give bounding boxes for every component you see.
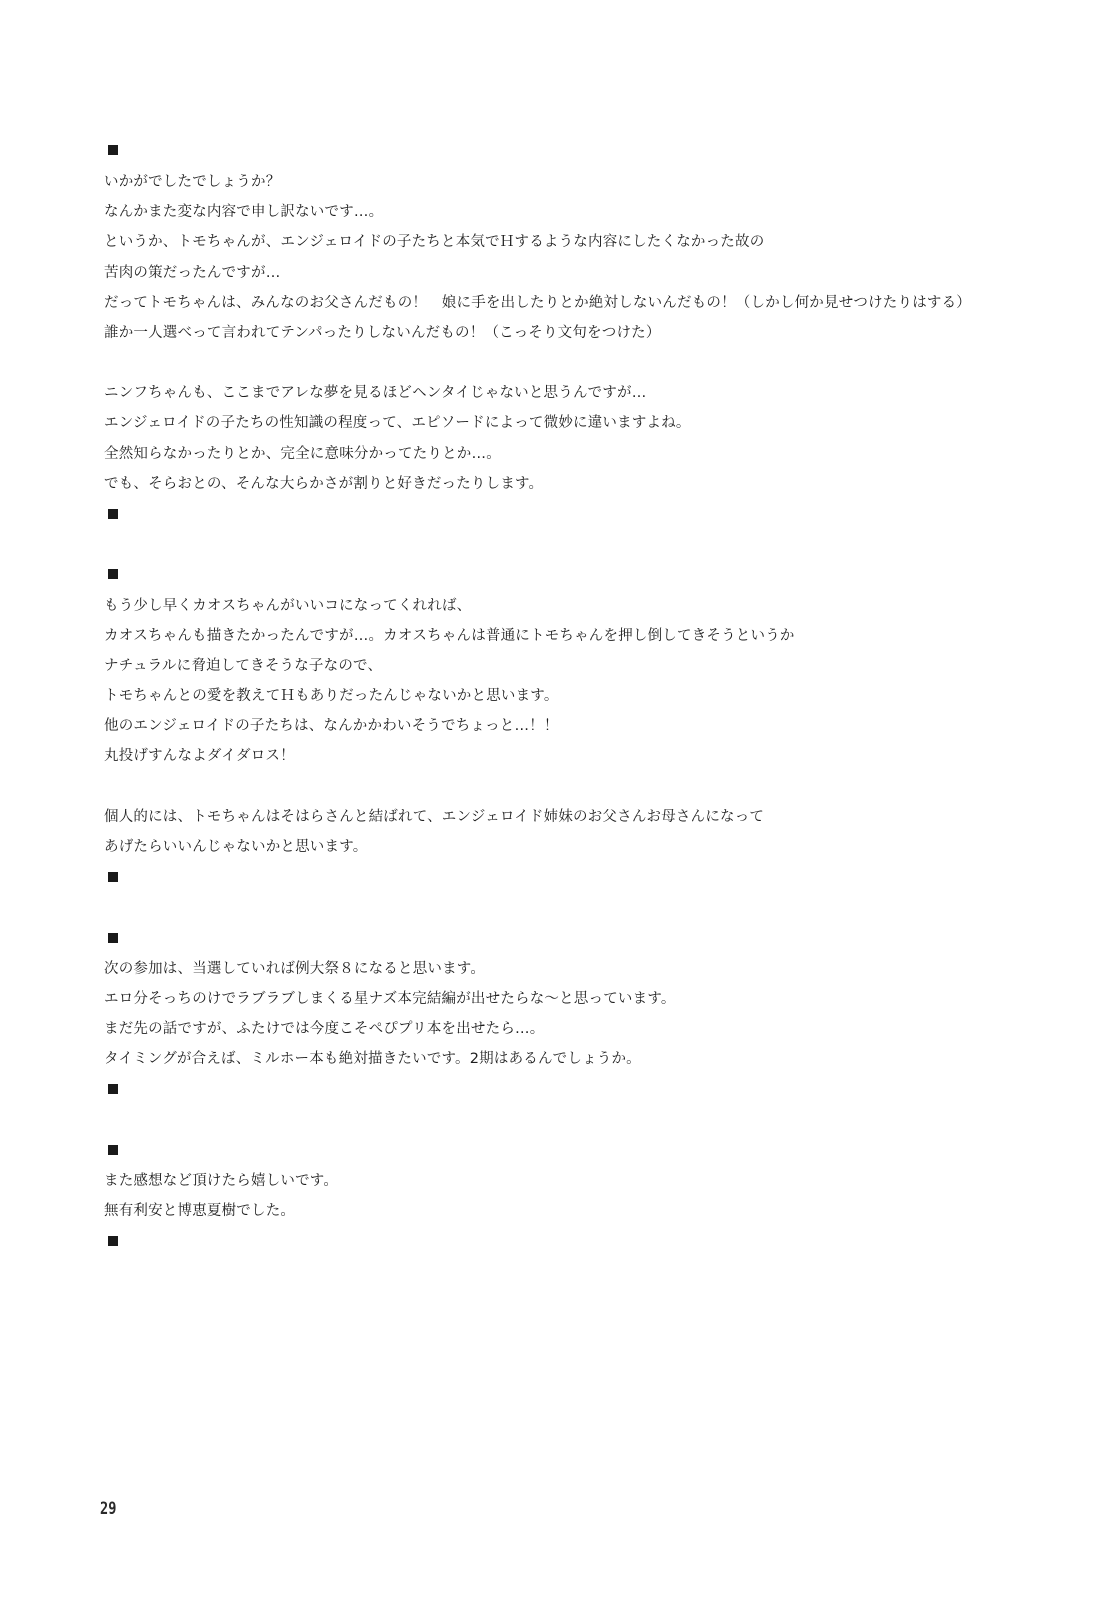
text-line: 全然知らなかったりとか、完全に意味分かってたりとか…。 bbox=[104, 446, 501, 462]
text-line: あげたらいいんじゃないかと思います。 bbox=[104, 839, 368, 855]
text-line: だってトモちゃんは、みんなのお父さんだもの！ 娘に手を出したりとか絶対しないんだもの！（しかし何か見せつけたりはする） bbox=[104, 295, 972, 311]
text-line: 丸投げすんなよダイダロス！ bbox=[104, 748, 295, 764]
section-end-marker bbox=[108, 1236, 118, 1246]
text-line: もう少し早くカオスちゃんがいいコになってくれれば、 bbox=[104, 598, 472, 614]
section-start-marker bbox=[108, 145, 118, 155]
page-number: 29 bbox=[100, 1499, 117, 1519]
text-line: エロ分そっちのけでラブラブしまくる星ナズ本完結編が出せたらな～と思っています。 bbox=[104, 991, 676, 1007]
text-line: 個人的には、トモちゃんはそはらさんと結ばれて、エンジェロイド姉妹のお父さんお母さんになって bbox=[104, 809, 765, 825]
text-line: 無有利安と博恵夏樹でした。 bbox=[104, 1203, 296, 1219]
text-line: 他のエンジェロイドの子たちは、なんかかわいそうでちょっと…！！ bbox=[104, 718, 559, 734]
section-end-marker bbox=[108, 872, 118, 882]
section-start-marker bbox=[108, 569, 118, 579]
text-line: また感想など頂けたら嬉しいです。 bbox=[104, 1173, 339, 1189]
text-line: まだ先の話ですが、ふたけでは今度こそぺぴプリ本を出せたら…。 bbox=[104, 1021, 545, 1037]
text-line: タイミングが合えば、ミルホー本も絶対描きたいです。2期はあるんでしょうか。 bbox=[104, 1051, 641, 1067]
text-line: ニンフちゃんも、ここまでアレな夢を見るほどヘンタイじゃないと思うんですが… bbox=[104, 385, 647, 401]
section-end-marker bbox=[108, 1084, 118, 1094]
text-line: というか、トモちゃんが、エンジェロイドの子たちと本気でＨするような内容にしたくなかった故の bbox=[104, 234, 765, 250]
text-line: ナチュラルに脅迫してきそうな子なので、 bbox=[104, 658, 383, 674]
text-line: 誰か一人選べって言われてテンパったりしないんだもの！（こっそり文句をつけた） bbox=[104, 325, 661, 341]
text-line: なんかまた変な内容で申し訳ないです…。 bbox=[104, 204, 384, 220]
text-line: エンジェロイドの子たちの性知識の程度って、エピソードによって微妙に違いますよね。 bbox=[104, 415, 691, 431]
text-line: トモちゃんとの愛を教えてＨもありだったんじゃないかと思います。 bbox=[104, 688, 559, 704]
text-line: カオスちゃんも描きたかったんですが…。カオスちゃんは普通にトモちゃんを押し倒してきそうというか bbox=[104, 628, 795, 644]
text-line: でも、そらおとの、そんな大らかさが割りと好きだったりします。 bbox=[104, 476, 544, 492]
text-line: 次の参加は、当選していれば例大祭８になると思います。 bbox=[104, 961, 486, 977]
text-line: 苦肉の策だったんですが… bbox=[104, 265, 281, 281]
section-start-marker bbox=[108, 1145, 118, 1155]
text-line: いかがでしたでしょうか？ bbox=[104, 174, 281, 190]
section-end-marker bbox=[108, 509, 118, 519]
section-start-marker bbox=[108, 933, 118, 943]
